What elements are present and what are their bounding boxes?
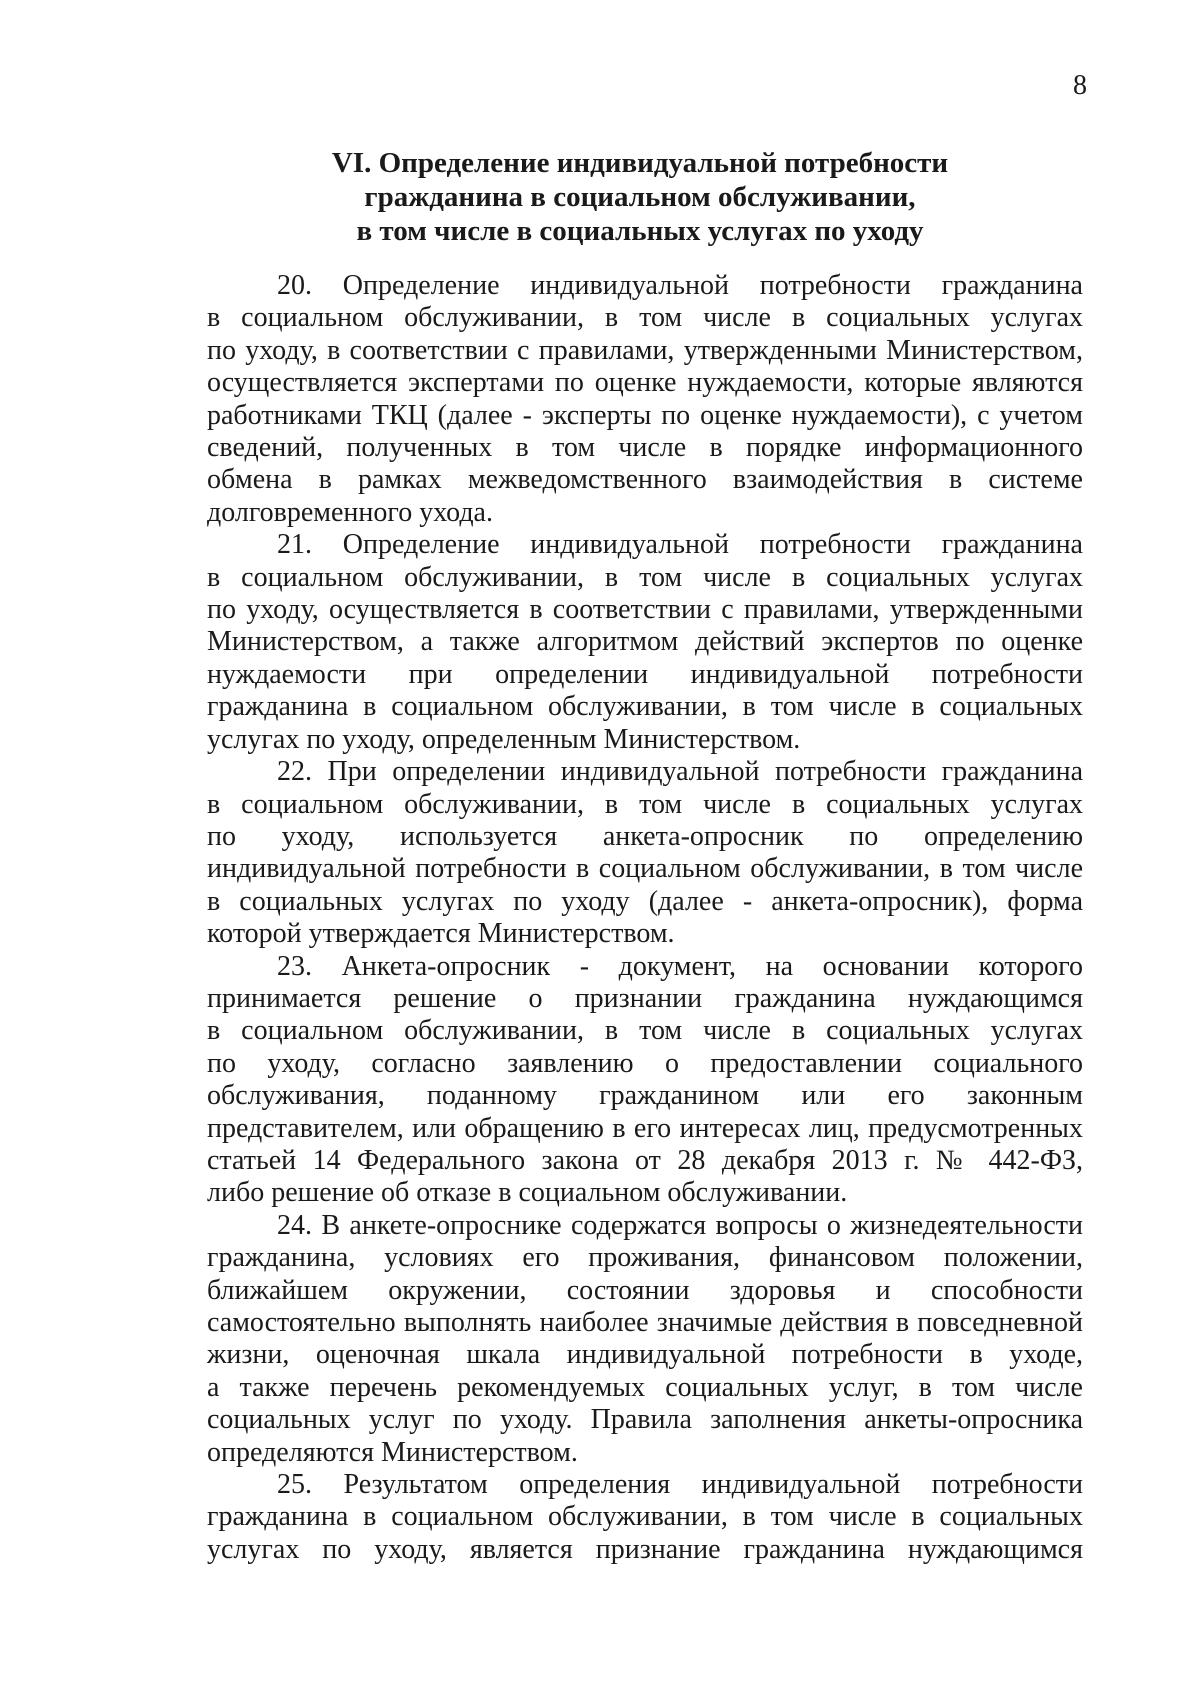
text-line: социальных услуг по уходу. Правила заполнения анкеты-опросника bbox=[207, 1404, 1083, 1436]
text-line: 22. При определении индивидуальной потребности гражданина bbox=[277, 756, 1083, 788]
page-number: 8 bbox=[1073, 70, 1087, 101]
text-line: по уходу, используется анкета-опросник по определению bbox=[207, 820, 1083, 852]
text-line: гражданина, условиях его проживания, финансовом положении, bbox=[207, 1242, 1083, 1274]
text-line: индивидуальной потребности в социальном обслуживании, в том числе bbox=[207, 853, 1083, 885]
text-line: Министерством, а также алгоритмом действий экспертов по оценке bbox=[207, 626, 1083, 658]
paragraph-23 bbox=[207, 951, 1083, 1210]
text-line: принимается решение о признании гражданина нуждающимся bbox=[207, 982, 1083, 1014]
section-heading bbox=[200, 146, 1080, 248]
text-line: нуждаемости при определении индивидуальной потребности bbox=[207, 658, 1083, 690]
document-body bbox=[207, 270, 1083, 1566]
text-line: 23. Анкета-опросник - документ, на основании которого bbox=[277, 950, 1083, 982]
text-line: в социальном обслуживании, в том числе в социальных услугах bbox=[207, 302, 1083, 334]
text-line: обслуживания, поданному гражданином или его законным bbox=[207, 1080, 1083, 1112]
paragraph-21 bbox=[207, 529, 1083, 756]
text-line: обмена в рамках межведомственного взаимодействия в системе bbox=[207, 464, 1083, 496]
text-line: осуществляется экспертами по оценке нуждаемости, которые являются bbox=[207, 367, 1083, 399]
text-line: 24. В анкете-опроснике содержатся вопросы о жизнедеятельности bbox=[277, 1209, 1083, 1241]
paragraph-22 bbox=[207, 756, 1083, 950]
text-line: 20. Определение индивидуальной потребности гражданина bbox=[277, 270, 1083, 301]
text-line: в социальном обслуживании, в том числе в социальных услугах bbox=[207, 561, 1083, 593]
text-line: либо решение об отказе в социальном обслуживании. bbox=[207, 1177, 848, 1209]
heading-line: в том числе в социальных услугах по уходу bbox=[356, 215, 924, 247]
paragraph-24 bbox=[207, 1210, 1083, 1469]
text-line: которой утверждается Министерством. bbox=[207, 918, 675, 950]
text-line: самостоятельно выполнять наиболее значимые действия в повседневной bbox=[207, 1307, 1083, 1338]
text-line: жизни, оценочная шкала индивидуальной потребности в уходе, bbox=[207, 1339, 1083, 1371]
text-line: сведений, полученных в том числе в порядке информационного bbox=[207, 432, 1083, 464]
text-line: определяются Министерством. bbox=[207, 1436, 578, 1468]
text-line: 25. Результатом определения индивидуальной потребности bbox=[277, 1469, 1083, 1501]
heading-line: VI. Определение индивидуальной потребности bbox=[331, 147, 949, 179]
text-line: статьей 14 Федерального закона от 28 декабря 2013 г. № 442-ФЗ, bbox=[207, 1144, 1083, 1176]
heading-line: гражданина в социальном обслуживании, bbox=[364, 181, 916, 213]
text-line: по уходу, осуществляется в соответствии с правилами, утвержденными bbox=[207, 594, 1083, 626]
text-line: гражданина в социальном обслуживании, в том числе в социальных bbox=[207, 1501, 1083, 1533]
text-line: услугах по уходу, является признание гражданина нуждающимся bbox=[207, 1533, 1083, 1565]
text-line: 21. Определение индивидуальной потребности гражданина bbox=[277, 529, 1083, 561]
paragraph-20 bbox=[207, 270, 1083, 529]
text-line: ближайшем окружении, состоянии здоровья и способности bbox=[207, 1274, 1083, 1306]
paragraph-25 bbox=[207, 1469, 1083, 1566]
text-line: работниками ТКЦ (далее - эксперты по оценке нуждаемости), с учетом bbox=[207, 399, 1083, 431]
text-line: услугах по уходу, определенным Министерством. bbox=[207, 723, 801, 755]
text-line: в социальном обслуживании, в том числе в социальных услугах bbox=[207, 1015, 1083, 1047]
text-line: по уходу, согласно заявлению о предоставлении социального bbox=[207, 1047, 1083, 1079]
text-line: в социальных услугах по уходу (далее - анкета-опросник), форма bbox=[207, 885, 1083, 917]
text-line: представителем, или обращению в его интересах лиц, предусмотренных bbox=[207, 1112, 1083, 1144]
text-line: долговременного ухода. bbox=[207, 496, 493, 528]
text-line: а также перечень рекомендуемых социальных услуг, в том числе bbox=[207, 1371, 1083, 1403]
text-line: гражданина в социальном обслуживании, в том числе в социальных bbox=[207, 691, 1083, 723]
text-line: в социальном обслуживании, в том числе в социальных услугах bbox=[207, 788, 1083, 820]
text-line: по уходу, в соответствии с правилами, утвержденными Министерством, bbox=[207, 334, 1083, 366]
